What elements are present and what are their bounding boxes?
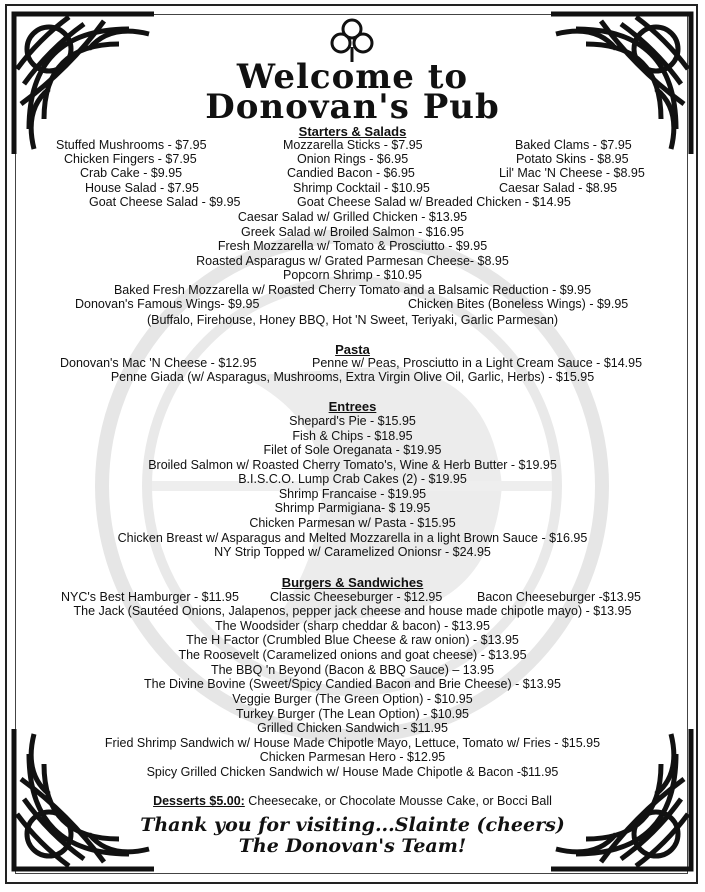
menu-item: Potato Skins - $8.95 <box>516 152 629 166</box>
menu-item: Shrimp Cocktail - $10.95 <box>293 181 430 195</box>
title-line-1: Welcome to <box>236 57 469 97</box>
menu-item: Popcorn Shrimp - $10.95 <box>283 268 422 282</box>
menu-item: Grilled Chicken Sandwich - $11.95 <box>257 721 448 735</box>
menu-item: Greek Salad w/ Broiled Salmon - $16.95 <box>240 225 465 239</box>
wing-sauces: (Buffalo, Firehouse, Honey BBQ, Hot 'N Sweet, Teriyaki, Garlic Parmesan) <box>146 313 559 327</box>
menu-item: Filet of Sole Oreganata - $19.95 <box>263 443 442 457</box>
title-line-2: Donovan's Pub <box>205 87 500 127</box>
menu-item: Crab Cake - $9.95 <box>80 166 183 180</box>
menu-item: Onion Rings - $6.95 <box>297 152 409 166</box>
menu-item: Candied Bacon - $6.95 <box>287 166 415 180</box>
menu-item: Donovan's Mac 'N Cheese - $12.95 <box>60 356 257 370</box>
menu-item: B.I.S.C.O. Lump Crab Cakes (2) - $19.95 <box>238 472 467 486</box>
menu-item: The Woodsider (sharp cheddar & bacon) - $13.95 <box>215 619 490 633</box>
desserts-line <box>0 794 705 809</box>
section-heading-pasta: Pasta <box>335 342 370 357</box>
menu-item: The Roosevelt (Caramelized onions and goat cheese) - $13.95 <box>178 648 527 662</box>
menu-item: Donovan's Famous Wings- $9.95 <box>75 297 260 311</box>
menu-item: Chicken Parmesan Hero - $12.95 <box>259 750 446 764</box>
menu-item: Mozzarella Sticks - $7.95 <box>283 138 423 152</box>
menu-item: Chicken Fingers - $7.95 <box>64 152 197 166</box>
menu-item: Shrimp Parmigiana- $ 19.95 <box>274 501 431 515</box>
menu-item: Goat Cheese Salad w/ Breaded Chicken - $14.95 <box>297 195 571 209</box>
menu-item: Fish & Chips - $18.95 <box>292 429 413 443</box>
menu-item: Baked Fresh Mozzarella w/ Roasted Cherry Tomato and a Balsamic Reduction - $9.95 <box>113 283 592 297</box>
menu-item: Lil' Mac 'N Cheese - $8.95 <box>499 166 645 180</box>
menu-item: Veggie Burger (The Green Option) - $10.95 <box>232 692 473 706</box>
menu-item: The H Factor (Crumbled Blue Cheese & raw onion) - $13.95 <box>186 633 519 647</box>
footer-signature: The Donovan's Team! <box>238 835 467 857</box>
menu-item: Caesar Salad - $8.95 <box>499 181 618 195</box>
menu-item: Shrimp Francaise - $19.95 <box>278 487 427 501</box>
menu-item: Roasted Asparagus w/ Grated Parmesan Cheese- $8.95 <box>196 254 509 268</box>
menu-item: The Divine Bovine (Sweet/Spicy Candied Bacon and Brie Cheese) - $13.95 <box>144 677 561 691</box>
desserts-items: Cheesecake, or Chocolate Mousse Cake, or Bocci Ball <box>248 794 552 808</box>
menu-item: Spicy Grilled Chicken Sandwich w/ House Made Chipotle & Bacon -$11.95 <box>146 765 559 779</box>
menu-item: Fresh Mozzarella w/ Tomato & Prosciutto - $9.95 <box>217 239 488 253</box>
menu-item: The Jack (Sautéed Onions, Jalapenos, pepper jack cheese and house made chipotle mayo) - $13.95 <box>73 604 632 618</box>
menu-item: The BBQ 'n Beyond (Bacon & BBQ Sauce) – 13.95 <box>210 663 495 677</box>
footer-thanks: Thank you for visiting...Slainte (cheers) <box>140 814 565 836</box>
desserts-label: Desserts $5.00: <box>153 794 245 808</box>
menu-item: NYC's Best Hamburger - $11.95 <box>61 590 239 604</box>
menu-item: Classic Cheeseburger - $12.95 <box>270 590 443 604</box>
menu-item: Shepard's Pie - $15.95 <box>289 414 416 428</box>
menu-item: Penne w/ Peas, Prosciutto in a Light Cream Sauce - $14.95 <box>312 356 643 370</box>
menu-item: Broiled Salmon w/ Roasted Cherry Tomato's, Wine & Herb Butter - $19.95 <box>148 458 557 472</box>
menu-item: Fried Shrimp Sandwich w/ House Made Chipotle Mayo, Lettuce, Tomato w/ Fries - $15.95 <box>104 736 601 750</box>
menu-item: Bacon Cheeseburger -$13.95 <box>477 590 642 604</box>
menu-item: Penne Giada (w/ Asparagus, Mushrooms, Extra Virgin Olive Oil, Garlic, Herbs) - $15.95 <box>110 370 595 384</box>
section-heading-starters: Starters & Salads <box>298 124 407 139</box>
menu-item: Goat Cheese Salad - $9.95 <box>89 195 241 209</box>
menu-item: NY Strip Topped w/ Caramelized Onionsr - $24.95 <box>214 545 491 559</box>
menu-item: Chicken Bites (Boneless Wings) - $9.95 <box>408 297 629 311</box>
section-heading-burgers: Burgers & Sandwiches <box>281 575 424 590</box>
menu-item: Chicken Parmesan w/ Pasta - $15.95 <box>249 516 456 530</box>
menu-item: Baked Clams - $7.95 <box>515 138 632 152</box>
section-heading-entrees: Entrees <box>328 399 377 414</box>
menu-item: Caesar Salad w/ Grilled Chicken - $13.95 <box>237 210 468 224</box>
menu-item: House Salad - $7.95 <box>85 181 199 195</box>
menu-item: Chicken Breast w/ Asparagus and Melted Mozzarella in a light Brown Sauce - $16.95 <box>117 531 588 545</box>
menu-item: Turkey Burger (The Lean Option) - $10.95 <box>236 707 469 721</box>
menu-item: Stuffed Mushrooms - $7.95 <box>56 138 207 152</box>
